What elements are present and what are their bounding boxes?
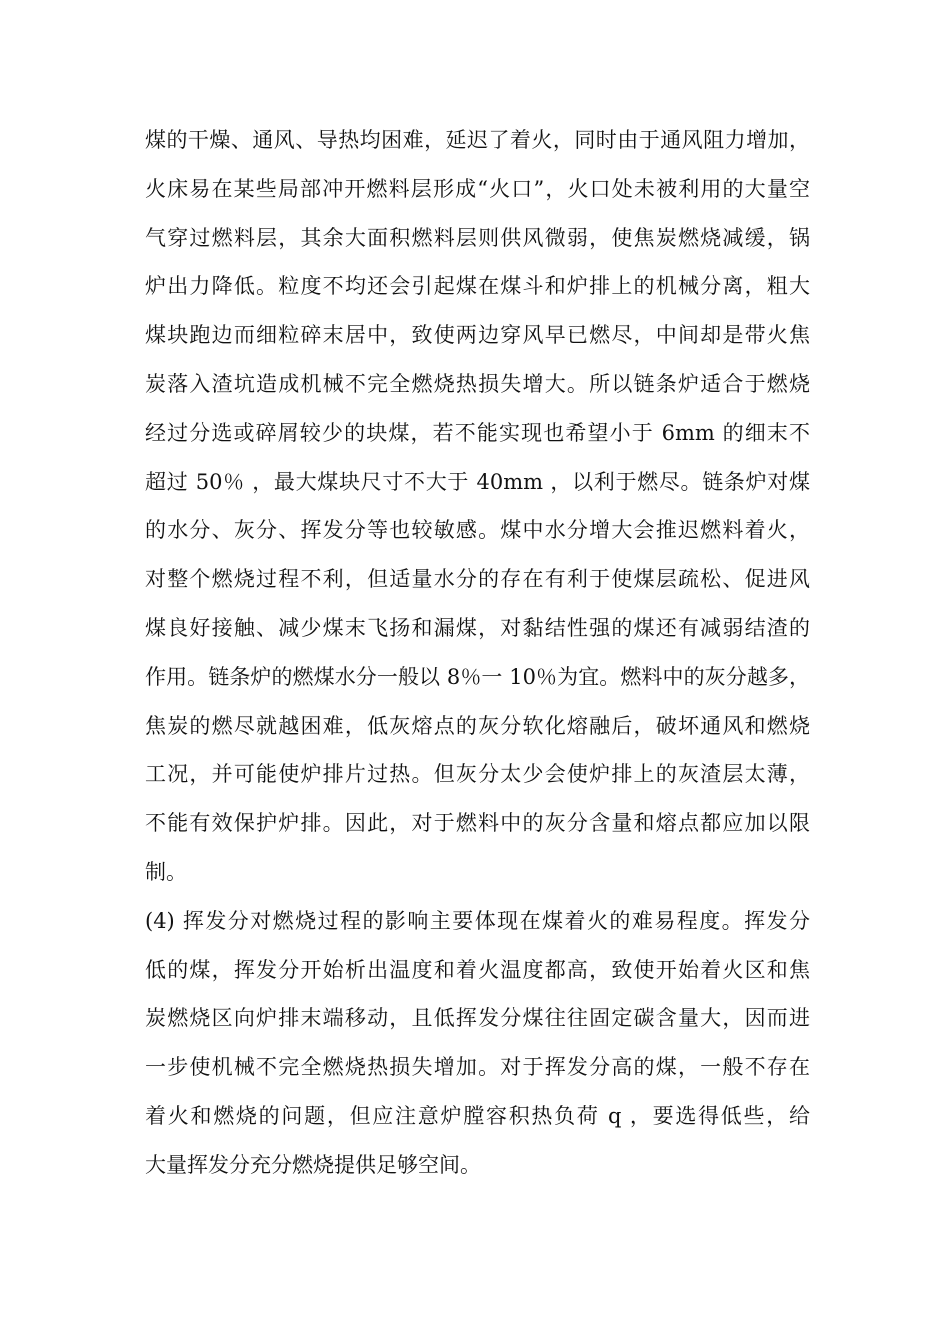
text-line: 低的煤，挥发分开始析出温度和着火温度都高，致使开始着火区和焦 [145,957,810,982]
text-line: 工况，并可能使炉排片过热。但灰分太少会使炉排上的灰渣层太薄， [145,762,810,787]
text-line: (4) 挥发分对燃烧过程的影响主要体现在煤着火的难易程度。挥发分 [145,908,810,933]
text-line: 煤良好接触、减少煤末飞扬和漏煤，对黏结性强的煤还有减弱结渣的 [145,615,810,640]
text-line: 炭燃烧区向炉排末端移动，且低挥发分煤往往固定碳含量大，因而进 [145,1006,810,1031]
text-line: 炉出力降低。粒度不均还会引起煤在煤斗和炉排上的机械分离，粗大 [145,274,810,299]
text-line: 大量挥发分充分燃烧提供足够空间。 [145,1152,481,1177]
text-line: 的水分、灰分、挥发分等也较敏感。煤中水分增大会推迟燃料着火， [145,518,810,543]
text-line: 炭落入渣坑造成机械不完全燃烧热损失增大。所以链条炉适合于燃烧 [145,371,810,396]
body-text [145,116,810,1190]
text-line: 着火和燃烧的问题，但应注意炉膛容积热负荷 q ，要选得低些，给 [145,1103,810,1128]
text-line: 气穿过燃料层，其余大面积燃料层则供风微弱，使焦炭燃烧减缓，锅 [145,225,810,250]
text-line: 煤的干燥、通风、导热均困难，延迟了着火，同时由于通风阻力增加， [145,128,810,152]
text-line: 火床易在某些局部冲开燃料层形成“火口”，火口处未被利用的大量空 [145,176,810,201]
text-line: 作用。链条炉的燃煤水分一般以 8％一 10％为宜。燃料中的灰分越多， [145,664,810,689]
text-line: 超过 50％ ，最大煤块尺寸不大于 40mm ，以利于燃尽。链条炉对煤 [145,469,810,494]
text-line: 经过分选或碎屑较少的块煤，若不能实现也希望小于 6mm 的细末不 [145,420,810,445]
text-line: 煤块跑边而细粒碎末居中，致使两边穿风早已燃尽，中间却是带火焦 [145,323,810,348]
text-line: 制。 [145,859,187,884]
text-line: 不能有效保护炉排。因此，对于燃料中的灰分含量和熔点都应加以限 [145,811,810,836]
text-line: 一步使机械不完全燃烧热损失增加。对于挥发分高的煤，一般不存在 [145,1055,810,1080]
text-line: 焦炭的燃尽就越困难，低灰熔点的灰分软化熔融后，破坏通风和燃烧 [145,713,810,738]
text-line: 对整个燃烧过程不利，但适量水分的存在有利于使煤层疏松、促进风 [145,567,810,592]
